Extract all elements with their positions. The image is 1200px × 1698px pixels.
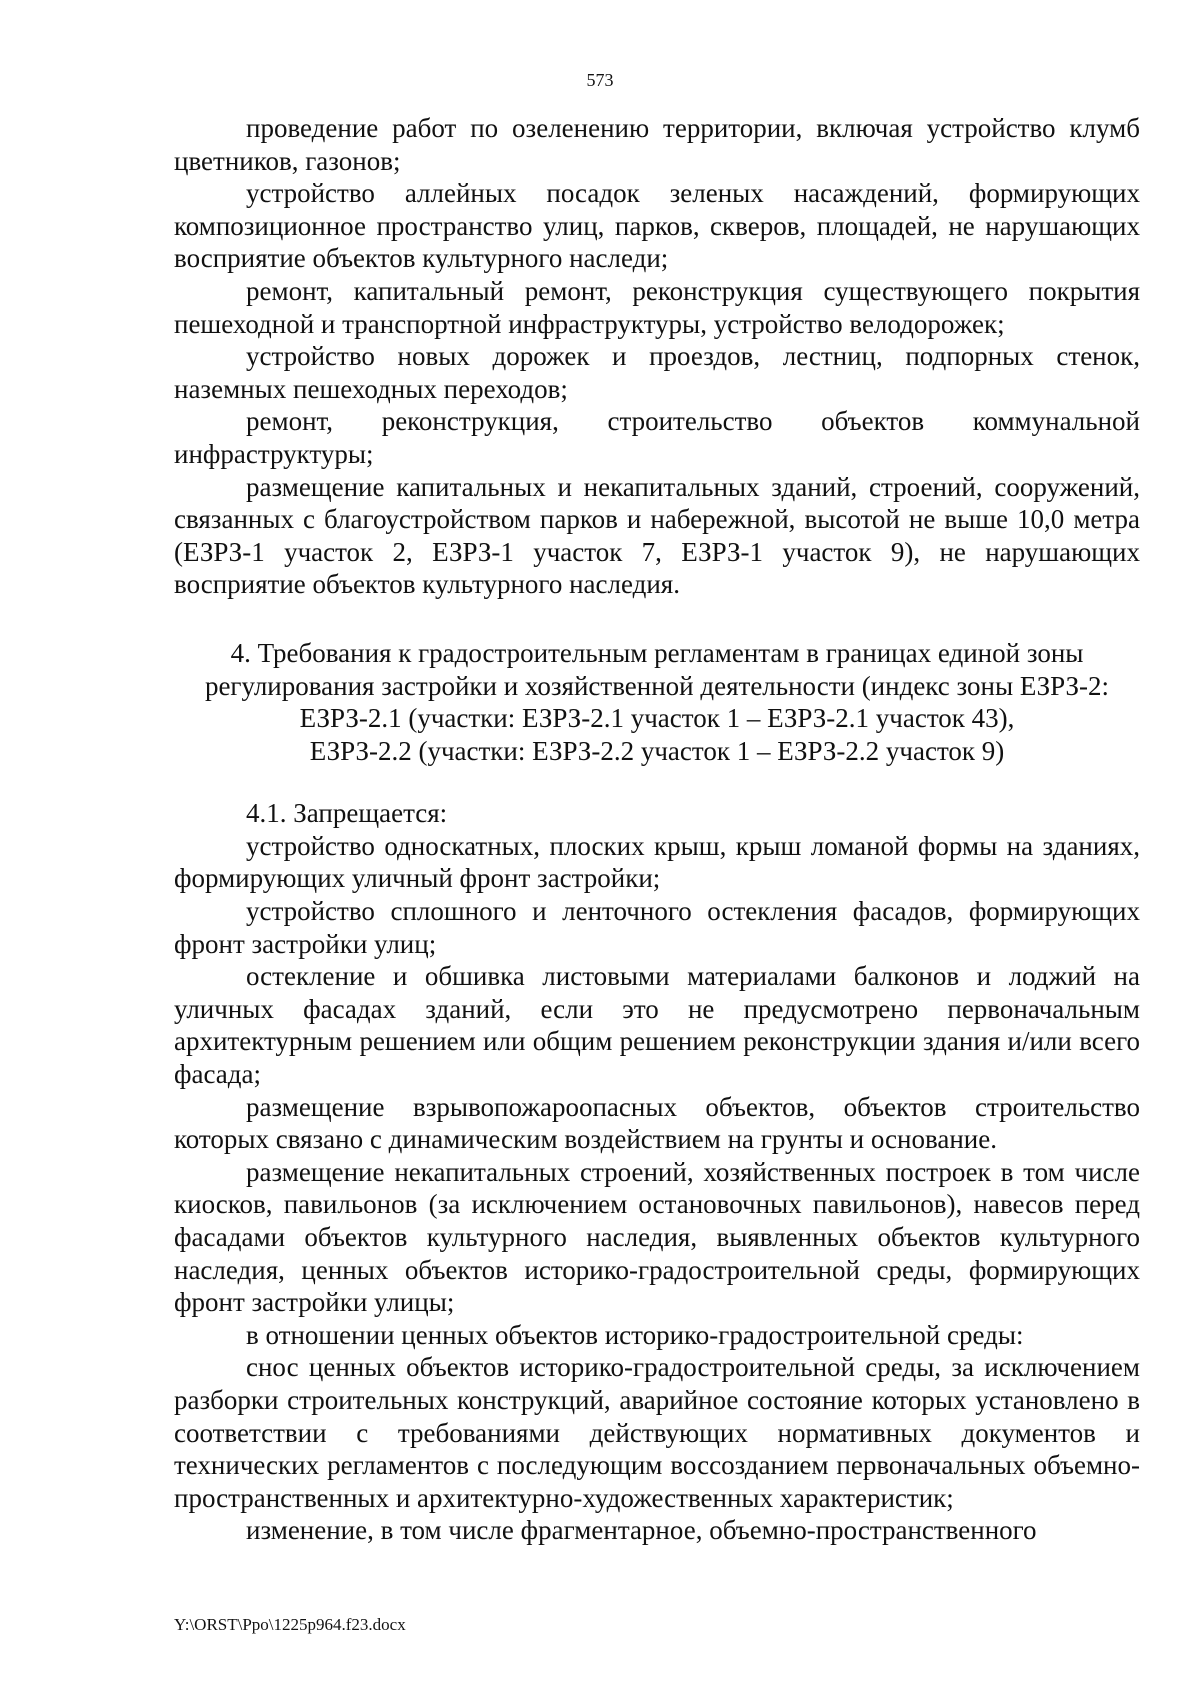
file-path-footer: Y:\ORST\Ppo\1225p964.f23.docx	[174, 1615, 406, 1634]
section-heading-line: ЕЗРЗ-2.1 (участки: ЕЗРЗ-2.1 участок 1 – ЕЗРЗ-2.1 участок 43),	[299, 703, 1015, 734]
document-body	[174, 112, 1140, 1547]
paragraph: изменение, в том числе фрагментарное, объемно-пространственного	[246, 1515, 1037, 1546]
paragraph: ремонт, капитальный ремонт, реконструкция существующего покрытия пешеходной и транспортной инфраструктуры, устройство велодорожек;	[174, 275, 1140, 339]
section-heading-line: 4. Требования к градостроительным регламентам в границах единой зоны	[230, 637, 1084, 668]
section-heading	[174, 637, 1140, 767]
subsection-title: 4.1. Запрещается:	[246, 798, 448, 829]
page-number: 573	[586, 70, 614, 90]
paragraph: устройство сплошного и ленточного остекления фасадов, формирующих фронт застройки улиц;	[174, 896, 1140, 959]
paragraph: устройство новых дорожек и проездов, лестниц, подпорных стенок, наземных пешеходных переходов;	[174, 341, 1140, 404]
paragraph: проведение работ по озеленению территории, включая устройство клумб цветников, газонов;	[174, 113, 1140, 176]
paragraph: размещение взрывопожароопасных объектов, объектов строительство которых связано с динамическим воздействием на грунты и основание.	[174, 1091, 1140, 1155]
paragraph: в отношении ценных объектов историко-градостроительной среды:	[246, 1319, 1024, 1350]
paragraph: устройство аллейных посадок зеленых насаждений, формирующих композиционное пространство улиц, парков, скверов, площадей, не нарушающих восприятие объектов культурного наследи;	[174, 178, 1140, 274]
paragraph: размещение некапитальных строений, хозяйственных построек в том числе киосков, павильонов (за исключением остановочных павильонов), навесов перед фасадами объектов культурного наследия, выявленных объектов культурного наследия, ценных объектов историко-градостроительной среды, формирующих фронт застройки улицы;	[174, 1156, 1140, 1318]
paragraph: ремонт, реконструкция, строительство объектов коммунальной инфраструктуры;	[174, 406, 1140, 469]
paragraph: устройство односкатных, плоских крыш, крыш ломаной формы на зданиях, формирующих уличный фронт застройки;	[174, 830, 1140, 894]
paragraph: размещение капитальных и некапитальных зданий, строений, сооружений, связанных с благоустройством парков и набережной, высотой не выше 10,0 метра (ЕЗРЗ-1 участок 2, ЕЗРЗ-1 участок 7, ЕЗРЗ-1 участок 9), не нарушающих восприятие объектов культурного наследия.	[174, 471, 1140, 600]
paragraph: снос ценных объектов историко-градостроительной среды, за исключением разборки строительных конструкций, аварийное состояние которых установлено в соответствии с требованиями действующих нормативных документов и технических регламентов с последующим воссозданием первоначальных объемно- пространственных и архитектурно-художественных характеристик;	[174, 1352, 1140, 1513]
section-heading-line: регулирования застройки и хозяйственной деятельности (индекс зоны ЕЗРЗ-2:	[204, 670, 1110, 701]
section-heading-line: ЕЗРЗ-2.2 (участки: ЕЗРЗ-2.2 участок 1 – ЕЗРЗ-2.2 участок 9)	[309, 735, 1005, 766]
paragraph: остекление и обшивка листовыми материалами балконов и лоджий на уличных фасадах зданий, если это не предусмотрено первоначальным архитектурным решением или общим решением реконструкции здания и/или всего фасада;	[174, 961, 1140, 1090]
